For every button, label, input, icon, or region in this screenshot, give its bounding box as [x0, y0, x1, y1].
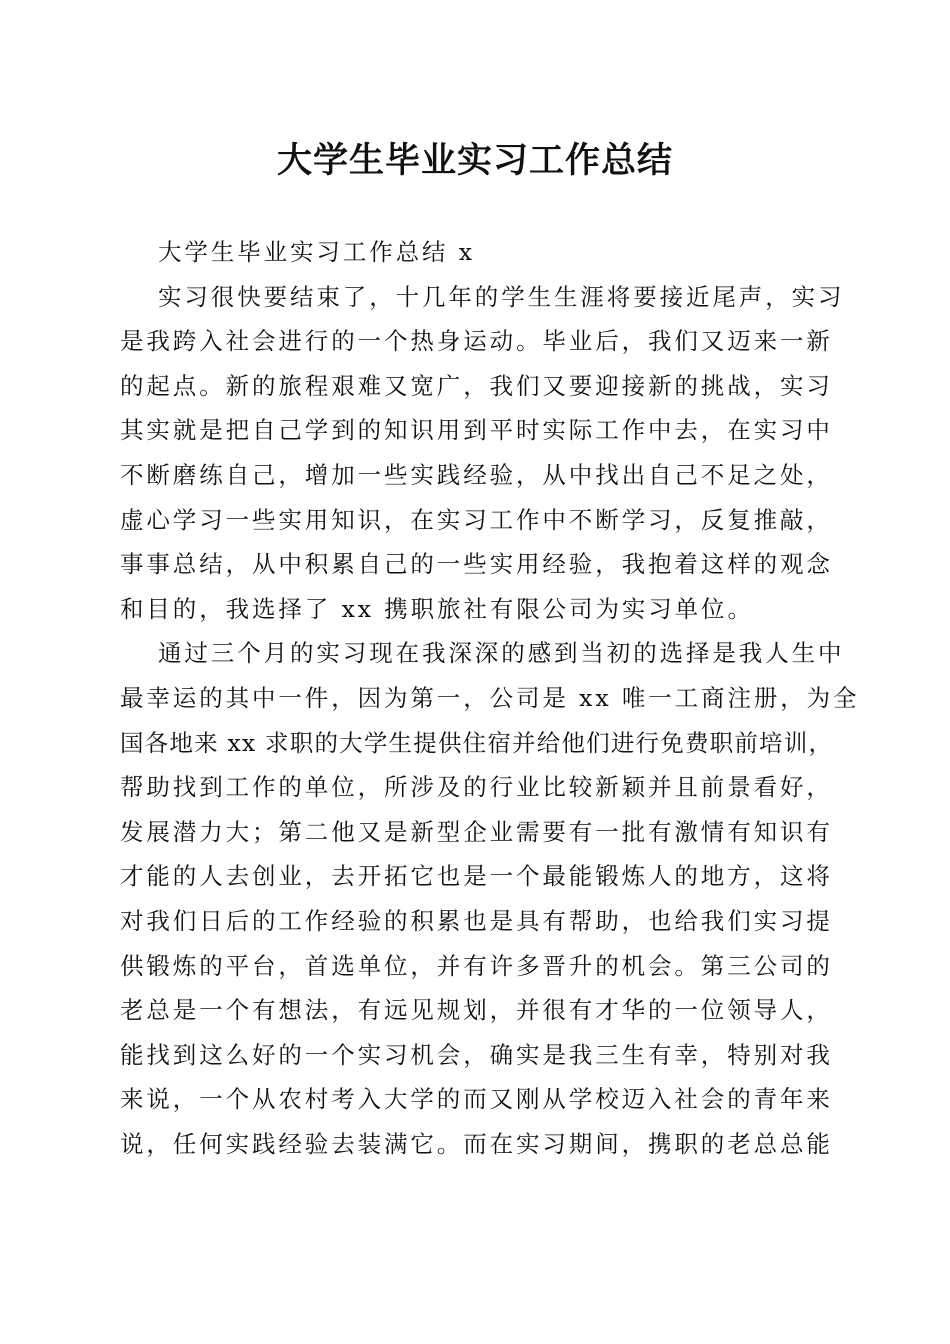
- text-line: 虚心学习一些实用知识，在实习工作中不断学习，反复推敲，: [120, 505, 833, 534]
- text-line: 和目的，我选择了 xx 携职旅社有限公司为实习单位。: [120, 594, 754, 623]
- text-line: 国各地来 xx 求职的大学生提供住宿并给他们进行免费职前培训，: [120, 728, 834, 757]
- text-line: 说，任何实践经验去装满它。而在实习期间，携职的老总总能: [120, 1129, 833, 1158]
- text-line: 才能的人去创业，去开拓它也是一个最能锻炼人的地方，这将: [120, 862, 833, 891]
- document-title: 大学生毕业实习工作总结: [276, 140, 673, 181]
- text-line: 对我们日后的工作经验的积累也是具有帮助，也给我们实习提: [120, 906, 833, 935]
- text-line: 来说，一个从农村考入大学的而又刚从学校迈入社会的青年来: [120, 1085, 833, 1114]
- text-line: 事事总结，从中积累自己的一些实用经验，我抱着这样的观念: [120, 550, 833, 579]
- text-line: 大学生毕业实习工作总结 x: [158, 238, 475, 266]
- text-line: 其实就是把自己学到的知识用到平时实际工作中去，在实习中: [120, 416, 833, 445]
- text-line: 是我跨入社会进行的一个热身运动。毕业后，我们又迈来一新: [120, 327, 833, 356]
- text-line: 供锻炼的平台，首选单位，并有许多晋升的机会。第三公司的: [120, 951, 833, 980]
- paragraph-subtitle: [120, 230, 828, 275]
- text-line: 通过三个月的实习现在我深深的感到当初的选择是我人生中: [158, 639, 845, 668]
- document-body: [120, 230, 860, 1166]
- text-line: 帮助找到工作的单位，所涉及的行业比较新颖并且前景看好，: [120, 773, 833, 802]
- paragraph: [120, 275, 845, 632]
- text-line: 老总是一个有想法，有远见规划，并很有才华的一位领导人，: [120, 996, 833, 1025]
- text-line: 的起点。新的旅程艰难又宽广，我们又要迎接新的挑战，实习: [120, 371, 833, 400]
- text-line: 能找到这么好的一个实习机会，确实是我三生有幸，特别对我: [120, 1040, 833, 1069]
- text-line: 最幸运的其中一件，因为第一，公司是 xx 唯一工商注册，为全: [120, 683, 860, 712]
- paragraph: [120, 631, 860, 1166]
- text-line: 不断磨练自己，增加一些实践经验，从中找出自己不足之处，: [120, 460, 833, 489]
- text-line: 发展潜力大；第二他又是新型企业需要有一批有激情有知识有: [120, 817, 833, 846]
- text-line: 实习很快要结束了，十几年的学生生涯将要接近尾声，实习: [158, 282, 845, 311]
